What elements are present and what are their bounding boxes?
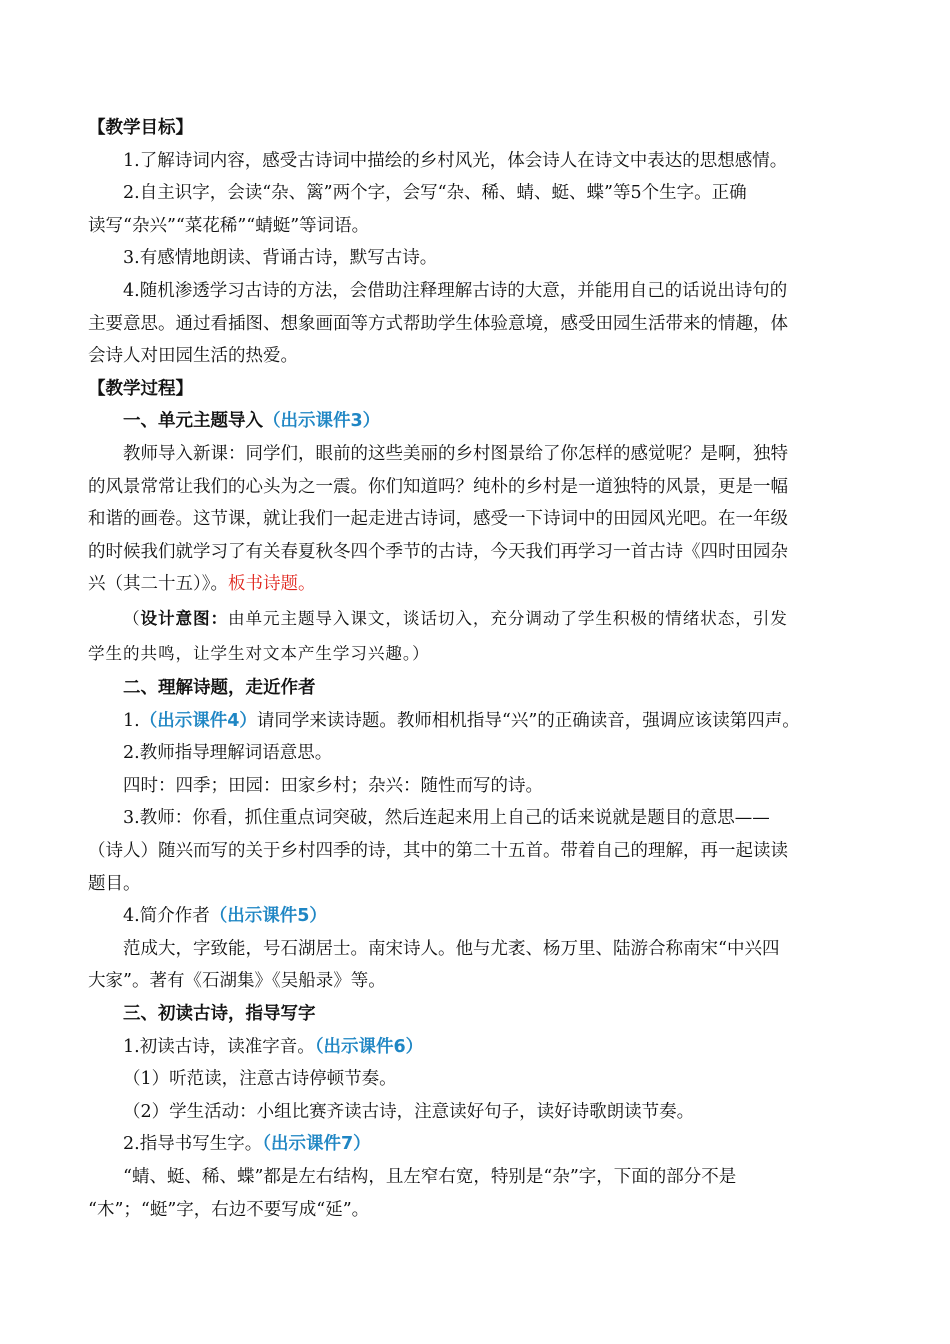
section-3-sub-1: （1）听范读，注意古诗停顿节奏。 — [123, 1069, 397, 1090]
teaching-process-heading: 【教学过程】 — [88, 378, 193, 399]
section-2-item-4 — [88, 900, 858, 933]
author-intro-line-1: 范成大，字致能，号石湖居士。南宋诗人。他与尤袤、杨万里、陆游合称南宋“中兴四 — [123, 938, 780, 959]
design-intent-text-1: 由单元主题导入课文，谈话切入，充分调动了学生积极的情绪状态，引发 — [227, 608, 788, 628]
goal-1-line-1: 1.了解诗词内容，感受古诗词中描绘的乡村风光，体会诗人在诗文中表达的思想感情。 — [123, 150, 788, 171]
section-2-item-2-detail: 四时：四季；田园：田家乡村；杂兴：随性而写的诗。 — [123, 775, 543, 796]
design-intent-line-2: 学生的共鸣，让学生对文本产生学习兴趣。） — [88, 643, 430, 663]
section-2-item-4-text: 4.简介作者 — [123, 906, 210, 927]
goal-4-line-1: 4.随机渗透学习古诗的方法，会借助注释理解古诗的大意，并能用自己的话说出诗句的 — [123, 280, 788, 301]
intro-para-line-5-text: 兴（其二十五）》。 — [88, 574, 228, 595]
section-3-item-2-text: 2.指导书写生字。 — [123, 1134, 263, 1155]
goal-3-line-1: 3.有感情地朗读、背诵古诗，默写古诗。 — [123, 248, 438, 269]
intro-para-line-2: 的风景常常让我们的心头为之一震。你们知道吗？纯朴的乡村是一道独特的风景，更是一幅 — [88, 476, 788, 497]
intro-para-line-1: 教师导入新课：同学们，眼前的这些美丽的乡村图景给了你怎样的感觉呢？是啊，独特 — [123, 443, 788, 464]
section-2-item-1 — [88, 705, 858, 738]
intro-para-line-4: 的时候我们就学习了有关春夏秋冬四个季节的古诗，今天我们再学习一首古诗《四时田园杂 — [88, 541, 788, 562]
lesson-plan-page — [88, 112, 858, 1226]
courseware-cue-4: （出示课件4） — [139, 710, 257, 731]
design-intent-open: （ — [123, 608, 141, 628]
intro-para-line-5 — [88, 568, 858, 601]
courseware-cue-6: （出示课件6） — [314, 1036, 424, 1057]
section-1-title-text: 一、单元主题导入 — [123, 411, 263, 432]
courseware-cue-3: （出示课件3） — [263, 411, 381, 432]
goal-4-line-2: 主要意思。通过看插图、想象画面等方式帮助学生体验意境，感受田园生活带来的情趣，体 — [88, 313, 788, 334]
section-3-item-1 — [88, 1031, 858, 1064]
goal-2-line-2: 读写“杂兴”“菜花稀”“蜻蜓”等词语。 — [88, 215, 370, 236]
design-intent-line-1 — [88, 603, 858, 636]
board-note: 板书诗题。 — [228, 574, 316, 595]
courseware-cue-7: （出示课件7） — [262, 1134, 371, 1155]
section-2-item-1-num: 1. — [123, 710, 140, 731]
section-3-item-2 — [88, 1128, 858, 1161]
section-2-title: 二、理解诗题，走近作者 — [123, 678, 316, 699]
section-2-item-3-line-1: 3.教师：你看，抓住重点词突破，然后连起来用上自己的话来说就是题目的意思—— — [123, 808, 770, 829]
writing-tips-line-2: “木”；“蜓”字，右边不要写成“延”。 — [88, 1199, 370, 1220]
section-3-item-1-text: 1.初读古诗，读准字音。 — [123, 1036, 315, 1057]
teaching-goals-heading: 【教学目标】 — [88, 118, 193, 138]
goal-4-line-3: 会诗人对田园生活的热爱。 — [88, 346, 298, 367]
author-intro-line-2: 大家”。著有《石湖集》《吴船录》等。 — [88, 971, 386, 992]
section-2-item-3-line-3: 题目。 — [88, 873, 141, 894]
section-1-title — [88, 405, 858, 438]
section-3-sub-2: （2）学生活动：小组比赛齐读古诗，注意读好句子，读好诗歌朗读节奏。 — [123, 1101, 695, 1122]
writing-tips-line-1: “蜻、蜓、稀、蝶”都是左右结构，且左窄右宽，特别是“杂”字，下面的部分不是 — [123, 1167, 737, 1187]
section-2-item-3-line-2: （诗人）随兴而写的关于乡村四季的诗，其中的第二十五首。带着自己的理解，再一起读读 — [88, 841, 788, 862]
intro-para-line-3: 和谐的画卷。这节课，就让我们一起走进古诗词，感受一下诗词中的田园风光吧。在一年级 — [88, 509, 788, 530]
section-2-item-1-text: 请同学来读诗题。教师相机指导“兴”的正确读音，强调应该读第四声。 — [256, 710, 800, 731]
goal-2-line-1: 2.自主识字，会读“杂、篱”两个字，会写“杂、稀、蜻、蜓、蝶”等5个生字。正确 — [123, 183, 747, 204]
section-2-item-2: 2.教师指导理解词语意思。 — [123, 743, 333, 764]
courseware-cue-5: （出示课件5） — [209, 906, 327, 927]
design-intent-label: 设计意图： — [140, 608, 228, 628]
section-3-title: 三、初读古诗，指导写字 — [123, 1004, 316, 1025]
